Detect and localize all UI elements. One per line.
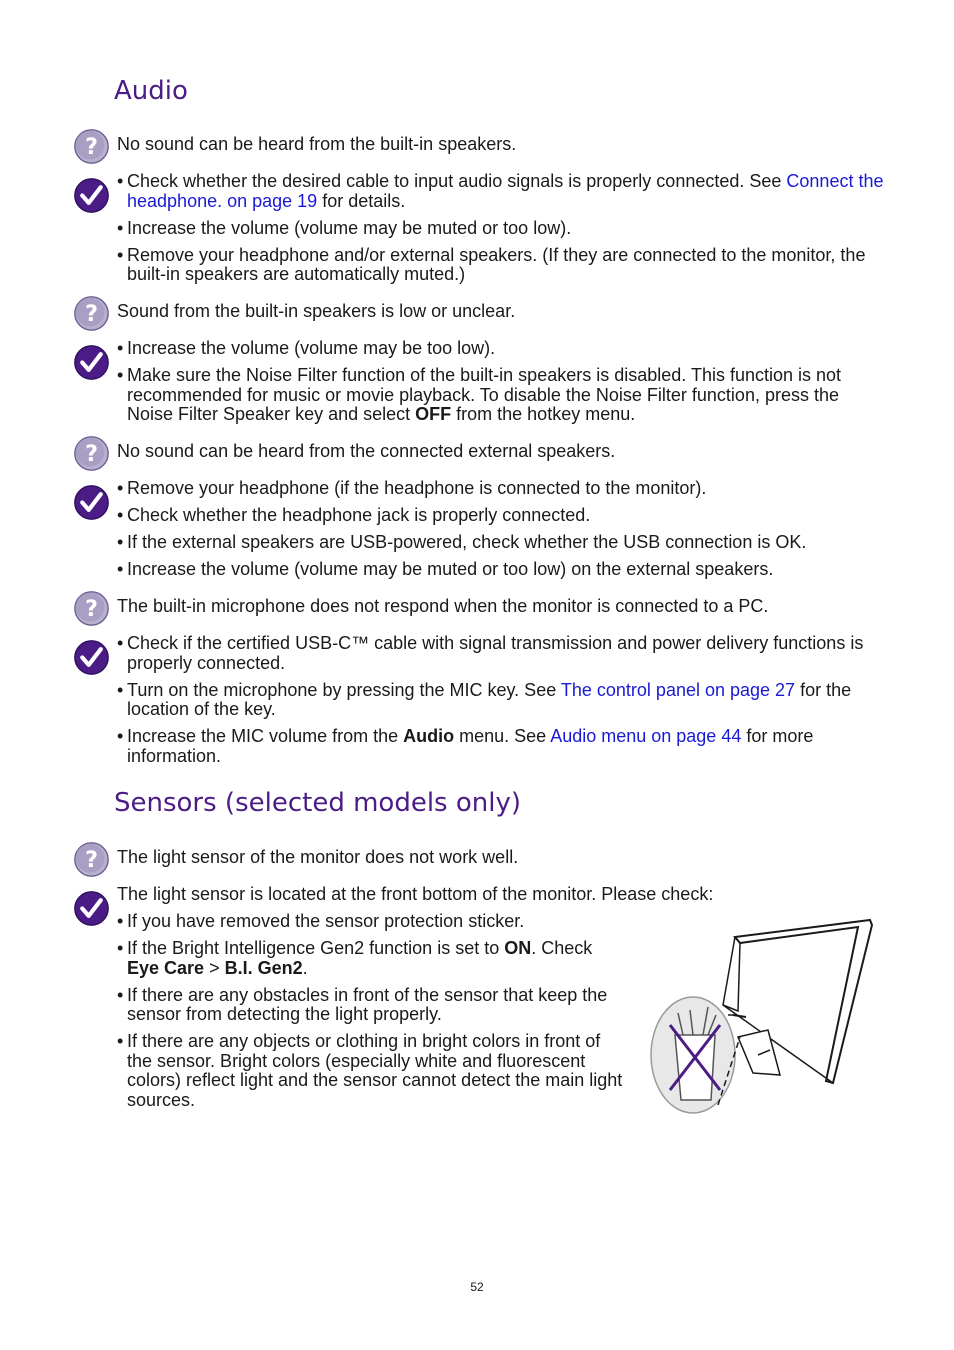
answer-block — [117, 634, 887, 774]
question-text: Sound from the built-in speakers is low or unclear. — [117, 301, 516, 321]
list-item: • Check whether the desired cable to input audio signals is properly connected. See Connect the headphone. on page 19 for details. — [117, 171, 884, 211]
question-icon — [73, 128, 110, 165]
list-item: • Remove your headphone (if the headphone is connected to the monitor). — [117, 478, 707, 498]
question-icon — [73, 590, 110, 627]
list-item: • If there are any objects or clothing in bright colors in front of the sensor. Bright colors (especially white and fluorescent colors) reflect light and the sensor cannot detect the main light sources. — [117, 1031, 623, 1110]
answer-block — [117, 172, 887, 292]
question-icon — [73, 295, 110, 332]
list-item: • Check whether the headphone jack is properly connected. — [117, 505, 591, 525]
checkmark-icon — [73, 484, 110, 521]
checkmark-icon — [73, 177, 110, 214]
question-icon — [73, 841, 110, 878]
list-item: • Increase the MIC volume from the Audio menu. See Audio menu on page 44 for more information. — [117, 726, 814, 766]
list-item: • Make sure the Noise Filter function of the built-in speakers is disabled. This function is not recommended for music or movie playback. To disable the Noise Filter function, press the Noise Filter Speaker key and select OFF from the hotkey menu. — [117, 365, 842, 424]
answer-block — [117, 479, 887, 587]
link-control-panel[interactable]: The control panel on page 27 — [560, 679, 796, 700]
list-item: • Increase the volume (volume may be muted or too low) on the external speakers. — [117, 559, 774, 579]
question-text: The light sensor of the monitor does not work well. — [117, 847, 519, 867]
list-item: • Turn on the microphone by pressing the MIC key. See The control panel on page 27 for the location of the key. — [117, 679, 852, 719]
section-title-audio: Audio — [114, 76, 188, 106]
list-item: • If the external speakers are USB-powered, check whether the USB connection is OK. — [117, 532, 807, 552]
list-item: • If you have removed the sensor protection sticker. — [117, 911, 525, 931]
page-number: 52 — [470, 1280, 484, 1294]
section-title-sensors: Sensors (selected models only) — [114, 788, 521, 818]
list-item: • Check if the certified USB-C™ cable with signal transmission and power delivery functions is properly connected. — [117, 633, 864, 673]
list-item: • Remove your headphone and/or external speakers. (If they are connected to the monitor, the built-in speakers are automatically muted.) — [117, 244, 866, 284]
checkmark-icon — [73, 344, 110, 381]
question-text: The built-in microphone does not respond when the monitor is connected to a PC. — [117, 596, 769, 616]
answer-intro: The light sensor is located at the front bottom of the monitor. Please check: — [117, 884, 714, 904]
list-item: • Increase the volume (volume may be muted or too low). — [117, 217, 572, 238]
list-item: • If the Bright Intelligence Gen2 function is set to ON. Check Eye Care > B.I. Gen2. — [117, 938, 593, 978]
question-icon — [73, 435, 110, 472]
link-connect-headphone[interactable]: Connect the headphone. on page 19 — [127, 171, 884, 211]
link-audio-menu[interactable]: Audio menu on page 44 — [550, 726, 742, 746]
checkmark-icon — [73, 890, 110, 927]
checkmark-icon — [73, 639, 110, 676]
question-text: No sound can be heard from the built-in speakers. — [117, 134, 517, 154]
list-item: • Increase the volume (volume may be too low). — [117, 338, 496, 358]
question-text: No sound can be heard from the connected external speakers. — [117, 441, 616, 461]
monitor-sensor-illustration — [648, 915, 878, 1115]
answer-block — [117, 339, 887, 432]
list-item: • If there are any obstacles in front of the sensor that keep the sensor from detecting the light properly. — [117, 984, 608, 1024]
